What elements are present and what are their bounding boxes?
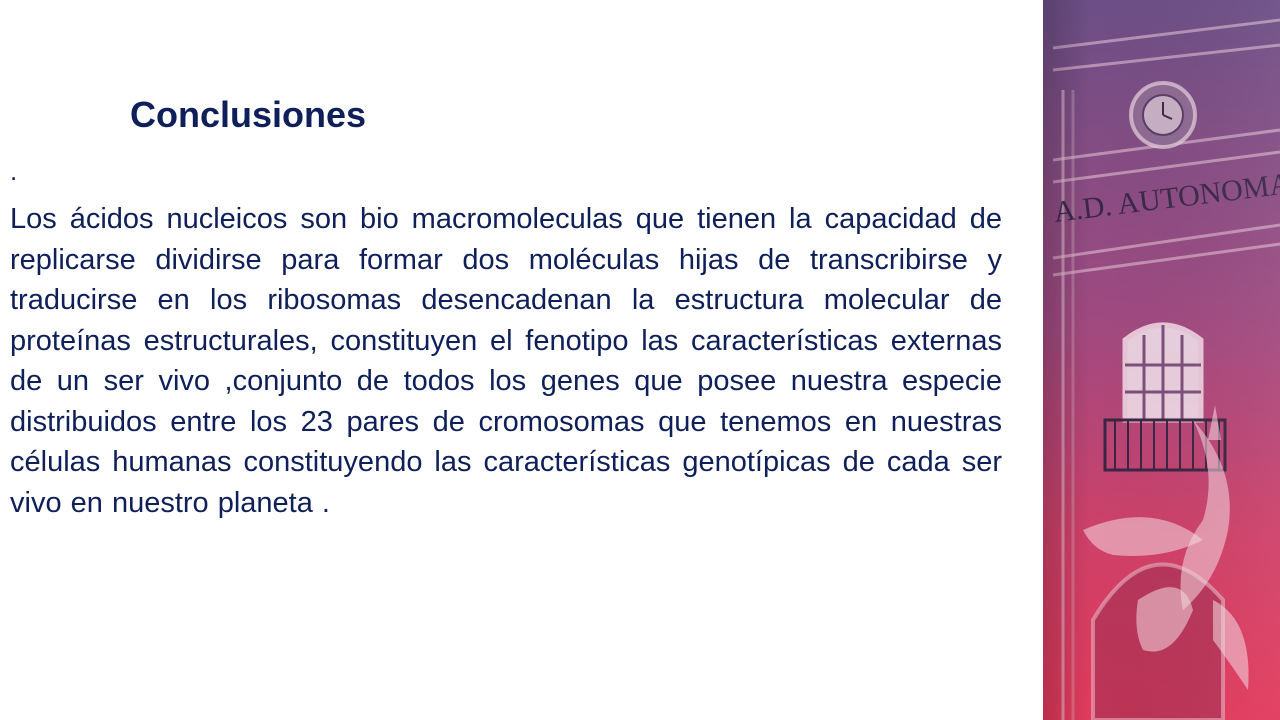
conclusion-paragraph: Los ácidos nucleicos son bio macromoleculas que tienen la capacidad de replicarse dividirse para formar dos moléculas hijas de transcribirse y traducirse en los ribosomas desencadenan la estructura molecular de proteínas estructurales, constituyen el fenotipo las características externas de un ser vivo ,conjunto de todos los genes que posee nuestra especie distribuidos entre los 23 pares de cromosomas que tenemos en nuestras células humanas constituyendo las características genotípicas de cada ser vivo en nuestro planeta . (10, 203, 1002, 519)
bullet-marker: . (10, 156, 18, 186)
building-photo-panel (1043, 0, 1280, 720)
slide-title: Conclusiones (130, 94, 367, 135)
building-photo (1043, 0, 1280, 720)
